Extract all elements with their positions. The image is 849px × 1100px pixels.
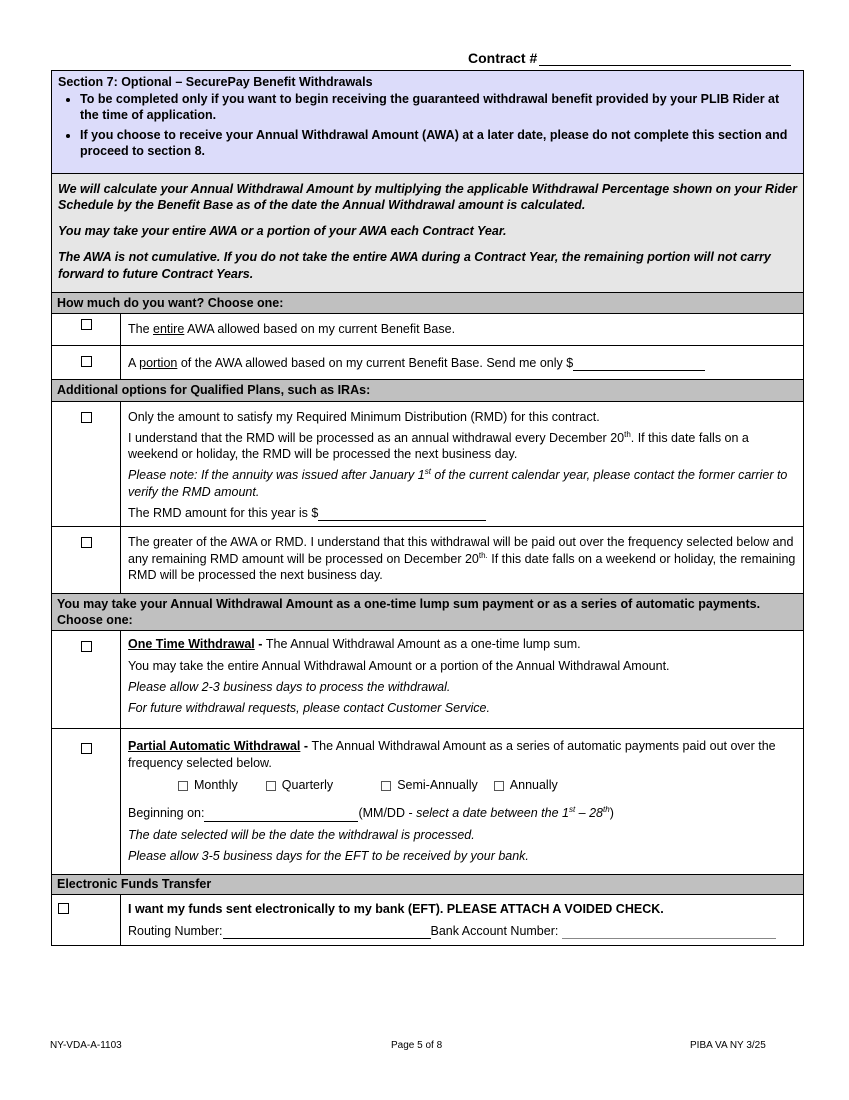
superscript: st [424, 467, 431, 477]
contract-number [468, 50, 791, 66]
text-underline: entire [153, 322, 185, 337]
rmd-row [52, 402, 803, 528]
checkbox-icon [381, 781, 391, 791]
frequency-options [128, 777, 797, 793]
footer-version: PIBA VA NY 3/25 [690, 1040, 766, 1051]
greater-awa-rmd-checkbox[interactable] [81, 537, 92, 548]
superscript: th. [478, 550, 488, 560]
text: Monthly [194, 777, 238, 792]
beginning-label: Beginning on: [128, 806, 205, 821]
text: of the current calendar year, please contact the former carrier to verify the RMD amount. [128, 468, 788, 499]
text: Please allow 3-5 business days for the EFT to be received by your bank. [128, 848, 529, 863]
text: - [300, 739, 312, 754]
text: I understand that the RMD will be processed as an annual withdrawal every December 20 [128, 430, 625, 445]
calculation-notes [52, 174, 803, 293]
routing-label: Routing Number: [128, 924, 223, 938]
text: For future withdrawal requests, please contact Customer Service. [128, 701, 490, 716]
qualified-plans-header: Additional options for Qualified Plans, such as IRAs: [52, 380, 803, 402]
eft-title: I want my funds sent electronically to my bank (EFT). PLEASE ATTACH A VOIDED CHECK. [128, 901, 664, 916]
text: Annually [509, 777, 558, 792]
account-number-field[interactable] [562, 924, 776, 939]
contract-label: Contract # [468, 50, 538, 66]
entire-awa-row [52, 314, 803, 345]
superscript: th [603, 805, 610, 815]
text: – 28 [575, 806, 604, 821]
account-label: Bank Account Number: [430, 924, 559, 938]
checkbox-icon [266, 781, 276, 791]
form-table [51, 70, 804, 946]
bullet-item: • If you choose to receive your Annual Withdrawal Amount (AWA) at a later date, please do not complete this section and proceed to section 8. [80, 128, 799, 159]
freq-annually[interactable] [494, 777, 558, 793]
footer-page-number: Page 5 of 8 [391, 1040, 443, 1051]
payment-method-header: You may take your Annual Withdrawal Amount as a one-time lump sum payment or as a series of automatic payments. Choose one: [52, 594, 803, 631]
entire-awa-checkbox[interactable] [81, 319, 92, 330]
section7-intro [52, 71, 803, 174]
text: Please note: If the annuity was issued after January 1 [128, 468, 425, 483]
rmd-amount-label: The RMD amount for this year is $ [128, 506, 319, 521]
partial-automatic-row [52, 729, 803, 875]
text: The greater of the AWA or RMD. I understand that this withdrawal will be paid out over the frequency selected below and any remaining RMD amount will be processed on December 20 [128, 535, 794, 566]
one-time-title: One Time Withdrawal [128, 637, 255, 652]
text: The Annual Withdrawal Amount as a series of automatic payments paid out over the frequency selected below. [128, 739, 776, 770]
freq-semi-annually[interactable] [381, 777, 478, 793]
how-much-header: How much do you want? Choose one: [52, 293, 803, 315]
superscript: th [624, 429, 631, 439]
partial-title: Partial Automatic Withdrawal [128, 739, 301, 754]
text-underline: portion [139, 355, 178, 370]
section-title: Section 7: Optional – SecurePay Benefit Withdrawals [58, 75, 373, 89]
contract-number-field[interactable] [539, 50, 791, 66]
text: Semi-Annually [397, 777, 478, 792]
checkbox-icon [494, 781, 504, 791]
text: select a date between the 1 [416, 806, 569, 821]
greater-awa-rmd-row [52, 527, 803, 594]
rmd-process-text [128, 430, 797, 463]
section7-bullets [58, 92, 799, 160]
footer-form-id: NY-VDA-A-1103 [50, 1040, 122, 1051]
rmd-amount-field[interactable] [318, 506, 486, 521]
eft-header: Electronic Funds Transfer [52, 875, 803, 895]
portion-awa-checkbox[interactable] [81, 356, 92, 367]
rmd-checkbox[interactable] [81, 412, 92, 423]
text: The date selected will be the date the withdrawal is processed. [128, 827, 475, 842]
text: of the AWA allowed based on my current Benefit Base. Send me only $ [177, 355, 574, 370]
calc-paragraph: The AWA is not cumulative. If you do not take the entire AWA during a Contract Year, the remaining portion will not carry forward to future Contract Years. [58, 250, 771, 281]
partial-automatic-checkbox[interactable] [81, 743, 92, 754]
routing-number-field[interactable] [223, 924, 431, 939]
text: A [128, 355, 140, 370]
text: If this date falls on a weekend or holiday, the remaining RMD will be processed the next business day. [128, 551, 796, 582]
eft-checkbox[interactable] [58, 903, 69, 914]
eft-row [52, 895, 803, 946]
superscript: st [568, 805, 576, 815]
calc-paragraph: You may take your entire AWA or a portion of your AWA each Contract Year. [58, 224, 507, 238]
text: AWA allowed based on my current Benefit Base. [184, 322, 456, 337]
portion-amount-field[interactable] [573, 356, 705, 371]
text: ) [609, 806, 614, 821]
rmd-note [128, 467, 797, 500]
calc-paragraph: We will calculate your Annual Withdrawal Amount by multiplying the applicable Withdrawal Percentage shown on your Rider Schedule by the Benefit Base as of the date the Annual Withdrawal amount is calculated. [58, 181, 798, 212]
beginning-date-field[interactable] [204, 807, 358, 822]
freq-quarterly[interactable] [266, 777, 333, 793]
portion-awa-row [52, 346, 803, 380]
rmd-description: Only the amount to satisfy my Required Minimum Distribution (RMD) for this contract. [128, 409, 600, 424]
bullet-item: • To be completed only if you want to begin receiving the guaranteed withdrawal benefit provided by your PLIB Rider at the time of application. [80, 92, 799, 123]
text: (MM/DD - [358, 806, 417, 821]
text: The Annual Withdrawal Amount as a one-time lump sum. [265, 637, 581, 652]
one-time-withdrawal-checkbox[interactable] [81, 641, 92, 652]
text: - [254, 637, 266, 652]
one-time-withdrawal-row [52, 631, 803, 729]
freq-monthly[interactable] [178, 777, 238, 793]
text: Quarterly [281, 777, 334, 792]
checkbox-icon [178, 781, 188, 791]
text: You may take the entire Annual Withdrawal Amount or a portion of the Annual Withdrawal Amount. [128, 658, 670, 673]
text: . If this date falls on a weekend or holiday, the RMD will be processed the next business day. [128, 430, 749, 462]
text: The [128, 322, 154, 337]
text: Please allow 2-3 business days to process the withdrawal. [128, 679, 451, 694]
